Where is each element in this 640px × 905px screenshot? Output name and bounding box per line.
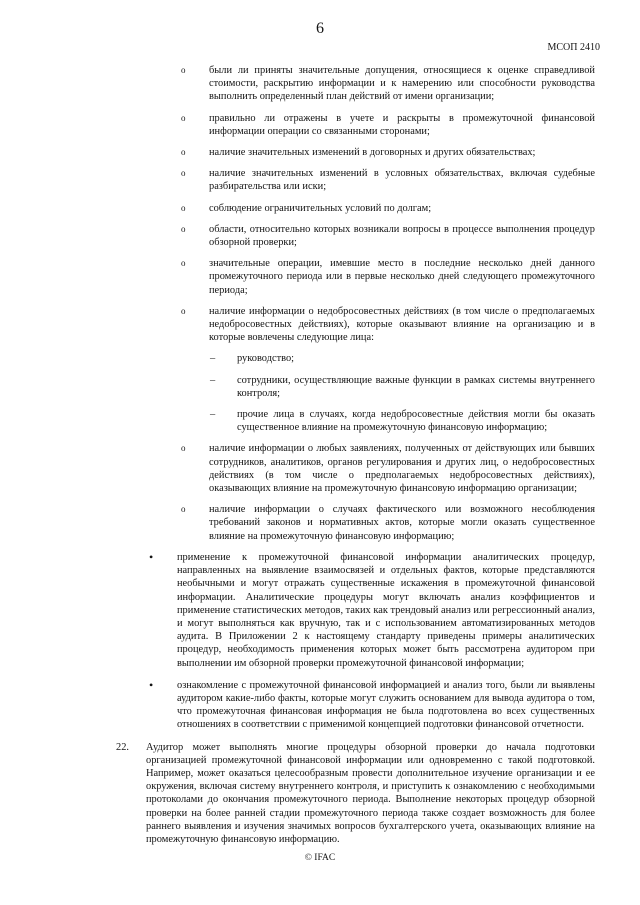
circle-bullet-icon: o [181, 223, 186, 234]
circle-bullet-icon: o [181, 65, 186, 75]
list-item-text: применение к промежуточной финансовой информации аналитических процедур, направленных на выявление взаимосвязей и отдельных фактов, которые представляются необычными и могут отражать существенные искажения в промежуточной финансовой информации. Аналитические процедуры могут включать анализ коэффициентов и применение статистических методов, таких как трендовый анализ или регрессионный анализ, и могут выполняться как вручную, так и с использованием автоматизированных методов аудита. В Приложении 2 к настоящему стандарту приведены примеры аналитических процедур, необходимость применения которых может быть рассмотрена аудитором при выполнении им обзорной проверки промежуточной финансовой информации; [177, 551, 595, 669]
dash-bullet-icon: – [210, 409, 216, 421]
circle-bullet-icon: o [181, 504, 186, 515]
copyright-footer: © IFAC [304, 853, 336, 863]
list-item-text: области, относительно которых возникали вопросы в процессе выполнения процедур обзорной проверки; [209, 223, 595, 249]
circle-bullet-icon: o [181, 202, 186, 213]
list-item [181, 305, 595, 345]
circle-bullet-icon: o [181, 147, 186, 158]
dash-list-item [210, 352, 595, 365]
list-item-text: наличие информации о любых заявлениях, полученных от действующих или бывших сотрудников, аналитиков, органов регулирования и других лиц, о недобросовестных действиях (в том числе о предполагаемых недобросовестных действиях), оказывающих влияние на промежуточную финансовую информацию организации; [209, 443, 595, 495]
dash-bullet-icon: – [210, 374, 216, 386]
main-list-item [149, 677, 595, 732]
list-item-text: правильно ли отражены в учете и раскрыты в промежуточной финансовой информации операции со связанными сторонами; [209, 112, 595, 137]
list-item-text: наличие значительных изменений в договорных и других обязательствах; [209, 147, 536, 159]
list-item [181, 146, 595, 159]
main-list-item [149, 549, 595, 670]
circle-bullet-icon: o [181, 305, 186, 316]
bullet-icon: • [149, 549, 154, 564]
page-content [0, 64, 640, 846]
list-item [181, 112, 595, 138]
circle-bullet-icon: o [181, 443, 186, 454]
paragraph-number: 22. [116, 741, 129, 753]
list-item [181, 223, 595, 249]
list-item [181, 167, 595, 193]
list-item [181, 64, 595, 104]
dash-list-item [210, 408, 595, 434]
circle-bullet-icon: o [181, 258, 186, 269]
document-code: МСОП 2410 [547, 42, 600, 53]
circle-bullet-icon: o [181, 168, 186, 179]
list-item-text: руководство; [237, 353, 295, 365]
numbered-paragraph [116, 741, 595, 847]
page-number: 6 [316, 20, 324, 37]
paragraph-text: Аудитор может выполнять многие процедуры обзорной проверки до начала подготовки организацией промежуточной финансовой информации или одновременно с такой подготовкой. Например, может оказаться целесообразным провести дополнительное изучение организации и ее окружения, включая систему внутреннего контроля, и приступить к ознакомлению с необходимыми протоколами до окончания промежуточного периода. Выполнение некоторых процедур обзорной проверки на более ранней стадии промежуточного периода также создает возможность для более раннего выявления и изучения значимых вопросов бухгалтерского учета, оказывающих влияние на промежуточную финансовую информацию. [146, 741, 595, 845]
list-item-text: наличие информации о недобросовестных действиях (в том числе о предполагаемых недобросовестных действиях), которые оказывают влияние на организацию и в которые вовлечены следующие лица: [209, 305, 595, 344]
dash-bullet-icon: – [210, 353, 216, 365]
list-item [181, 202, 595, 215]
list-item-text: прочие лица в случаях, когда недобросовестные действия могли бы оказать существенное влияние на промежуточную финансовую информацию; [237, 409, 595, 434]
list-item-text: наличие значительных изменений в условных обязательствах, включая судебные разбирательства или иски; [209, 168, 595, 193]
list-item-text: ознакомление с промежуточной финансовой информацией и анализ того, были ли выявлены аудитором какие-либо факты, которые могут служить основанием для вывода аудитора о том, что промежуточная финансовая информация не была подготовлена во всех существенных отношениях в соответствии с применимой концепцией подготовки финансовой отчетности. [177, 679, 595, 731]
bullet-icon: • [149, 677, 154, 692]
dash-list-item [210, 374, 595, 400]
list-item-text: наличие информации о случаях фактического или возможного несоблюдения требований законов и нормативных актов, которые могли оказать существенное влияние на промежуточную финансовую информацию; [209, 504, 595, 542]
list-item [181, 257, 595, 297]
list-item [181, 442, 595, 495]
list-item-text: соблюдение ограничительных условий по долгам; [209, 202, 432, 214]
list-item [181, 503, 595, 543]
list-item-text: были ли приняты значительные допущения, относящиеся к оценке справедливой стоимости, раскрытию информации и к намерению или способности руководства выполнить определенный план действий от имени организации; [209, 65, 595, 103]
list-item-text: сотрудники, осуществляющие важные функции в рамках системы внутреннего контроля; [237, 374, 595, 399]
circle-bullet-icon: o [181, 112, 186, 123]
list-item-text: значительные операции, имевшие место в последние несколько дней данного промежуточного периода или в первые несколько дней следующего промежуточного периода; [209, 258, 595, 296]
